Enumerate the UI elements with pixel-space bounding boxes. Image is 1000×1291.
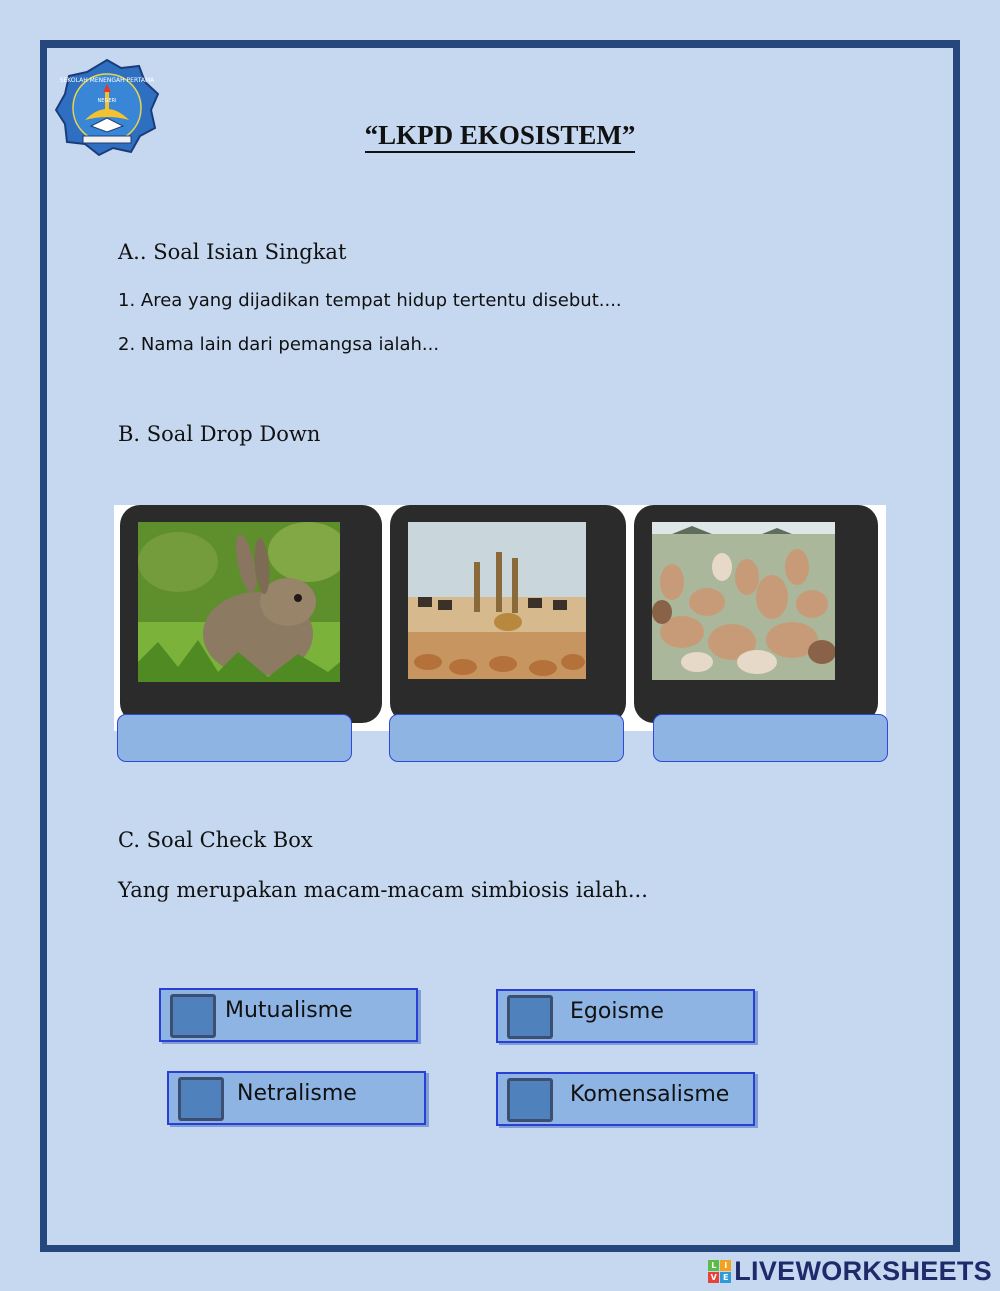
rabbit-group-photo bbox=[652, 522, 835, 680]
checkbox-icon[interactable] bbox=[507, 1078, 553, 1122]
option-netralisme[interactable] bbox=[167, 1071, 426, 1125]
option-label: Mutualisme bbox=[225, 998, 353, 1023]
option-label: Egoisme bbox=[570, 999, 664, 1024]
liveworksheets-logo bbox=[708, 1255, 992, 1287]
rabbit-photo bbox=[138, 522, 340, 682]
section-b-heading: B. Soal Drop Down bbox=[118, 422, 321, 446]
checkbox-question: Yang merupakan macam-macam simbiosis ialah... bbox=[118, 878, 648, 902]
mark-letter-l: L bbox=[708, 1260, 719, 1271]
logo-text: SEKOLAH MENENGAH PERTAMA bbox=[59, 77, 155, 84]
savanna-animals-photo bbox=[408, 522, 586, 679]
option-mutualisme[interactable] bbox=[159, 988, 418, 1042]
live-mark-icon bbox=[708, 1260, 731, 1283]
option-komensalisme[interactable] bbox=[496, 1072, 755, 1126]
brand-name: LIVEWORKSHEETS bbox=[734, 1255, 992, 1286]
dropdown-answer-1[interactable] bbox=[117, 714, 352, 762]
logo-subtext: NEGERI bbox=[97, 98, 117, 104]
question-2: 2. Nama lain dari pemangsa ialah... bbox=[118, 334, 440, 355]
dropdown-answer-2[interactable] bbox=[389, 714, 624, 762]
option-label: Netralisme bbox=[237, 1081, 357, 1106]
mark-letter-e: E bbox=[720, 1272, 731, 1283]
dropdown-answer-3[interactable] bbox=[653, 714, 888, 762]
image-card-2 bbox=[390, 505, 626, 723]
option-egoisme[interactable] bbox=[496, 989, 755, 1043]
page-title bbox=[0, 120, 1000, 151]
checkbox-icon[interactable] bbox=[170, 994, 216, 1038]
mark-letter-i: I bbox=[720, 1260, 731, 1271]
page-title-text: “LKPD EKOSISTEM” bbox=[365, 120, 636, 153]
image-card-1 bbox=[120, 505, 382, 723]
checkbox-icon[interactable] bbox=[507, 995, 553, 1039]
image-card-3 bbox=[634, 505, 878, 723]
checkbox-icon[interactable] bbox=[178, 1077, 224, 1121]
question-1: 1. Area yang dijadikan tempat hidup tertentu disebut.... bbox=[118, 290, 622, 311]
section-a-heading: A.. Soal Isian Singkat bbox=[118, 240, 347, 264]
section-c-heading: C. Soal Check Box bbox=[118, 828, 313, 852]
image-strip bbox=[114, 505, 886, 731]
mark-letter-v: V bbox=[708, 1272, 719, 1283]
option-label: Komensalisme bbox=[570, 1082, 730, 1107]
